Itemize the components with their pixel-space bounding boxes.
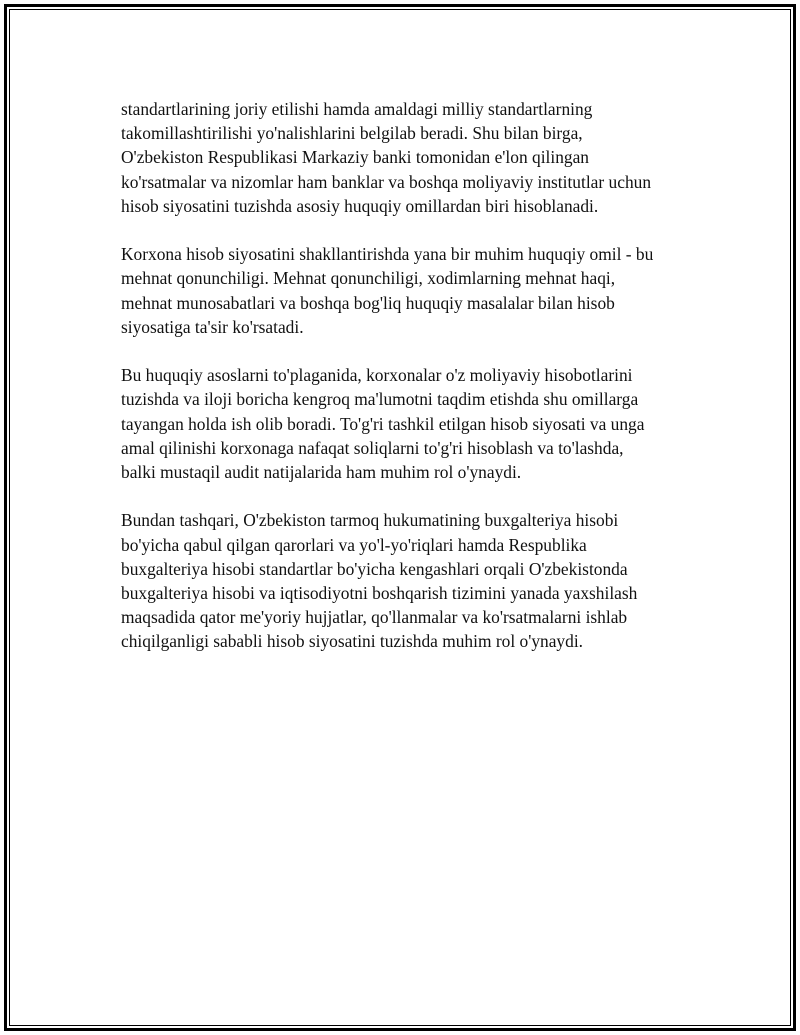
paragraph-4 xyxy=(121,508,711,653)
paragraph-1 xyxy=(121,97,711,218)
text-line: buxgalteriya hisobi standartlar bo'yicha kengashlari orqali O'zbekistonda xyxy=(121,558,628,579)
text-line: chiqilganligi sababli hisob siyosatini tuzishda muhim rol o'ynaydi. xyxy=(121,631,584,652)
text-line: ko'rsatmalar va nizomlar ham banklar va boshqa moliyaviy institutlar uchun xyxy=(121,171,652,192)
text-line: O'zbekiston Respublikasi Markaziy banki tomonidan e'lon qilingan xyxy=(121,147,590,168)
document-body xyxy=(121,97,711,678)
text-line: Bundan tashqari, O'zbekiston tarmoq hukumatining buxgalteriya hisobi xyxy=(121,510,619,531)
text-line: takomillashtirilishi yo'nalishlarini belgilab beradi. Shu bilan birga, xyxy=(121,123,583,144)
text-line: balki mustaqil audit natijalarida ham muhim rol o'ynaydi. xyxy=(121,462,522,483)
page-frame xyxy=(4,4,796,1031)
text-line: amal qilinishi korxonaga nafaqat soliqlarni to'g'ri hisoblash va to'lashda, xyxy=(121,437,624,458)
text-line: bo'yicha qabul qilgan qarorlari va yo'l-yo'riqlari hamda Respublika xyxy=(121,534,587,555)
text-line: mehnat qonunchiligi. Mehnat qonunchiligi, xodimlarning mehnat haqi, xyxy=(121,268,616,289)
text-line: buxgalteriya hisobi va iqtisodiyotni boshqarish tizimini yanada yaxshilash xyxy=(121,583,638,604)
text-line: Bu huquqiy asoslarni to'plaganida, korxonalar o'z moliyaviy hisobotlarini xyxy=(121,365,633,386)
text-line: tayangan holda ish olib boradi. To'g'ri tashkil etilgan hisob siyosati va unga xyxy=(121,413,645,434)
text-line: siyosatiga ta'sir ko'rsatadi. xyxy=(121,316,304,337)
text-line: hisob siyosatini tuzishda asosiy huquqiy omillardan biri hisoblanadi. xyxy=(121,195,599,216)
text-line: tuzishda va iloji boricha kengroq ma'lumotni taqdim etishda shu omillarga xyxy=(121,389,639,410)
paragraph-3 xyxy=(121,363,711,484)
text-line: maqsadida qator me'yoriy hujjatlar, qo'llanmalar va ko'rsatmalarni ishlab xyxy=(121,607,628,628)
text-line: Korxona hisob siyosatini shakllantirishda yana bir muhim huquqiy omil - bu xyxy=(121,244,654,265)
paragraph-2 xyxy=(121,242,711,339)
text-line: mehnat munosabatlari va boshqa bog'liq huquqiy masalalar bilan hisob xyxy=(121,292,615,313)
text-line: standartlarining joriy etilishi hamda amaldagi milliy standartlarning xyxy=(121,99,593,119)
